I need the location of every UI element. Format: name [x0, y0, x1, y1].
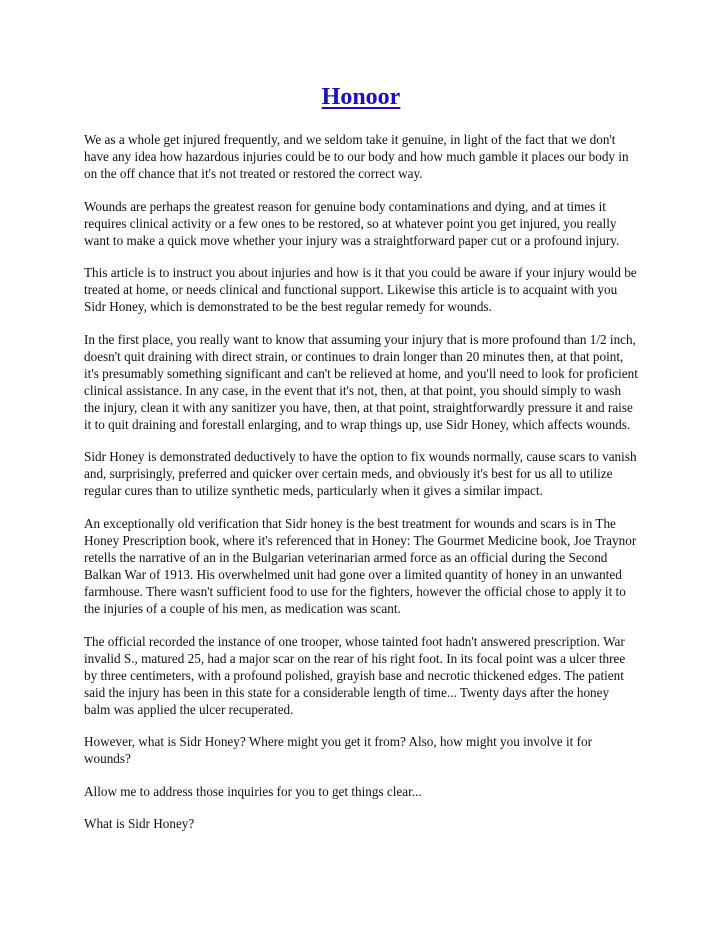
paragraph-first-place: In the first place, you really want to know that assuming your injury that is more profound than 1/2 inch, doesn't quit draining with direct strain, or continues to drain longer than 20 minutes then, at that point, it's presumably something significant and can't be relieved at home, and you'll need to look for proficient clinical assistance. In any case, in the event that it's not, then, at that point, you should simply to wash the injury, clean it with any sanitizer you have, then, at that point, straightforwardly pressure it and raise it to quit draining and forestall enlarging, and to wrap things up, use Sidr Honey, which affects wounds. — [84, 331, 638, 432]
title-container — [84, 84, 638, 111]
page-title-link[interactable]: Honoor — [321, 84, 401, 110]
paragraph-questions: However, what is Sidr Honey? Where might you get it from? Also, how might you involve it for wounds? — [84, 734, 592, 767]
paragraph-sidr-honey-proven: Sidr Honey is demonstrated deductively to have the option to fix wounds normally, cause scars to vanish and, surprisingly, preferred and quicker over certain meds, and obviously it's best for us all to utilize regular cures than to utilize synthetic meds, particularly when it gives a similar impact. — [84, 449, 637, 499]
paragraph-address-inquiries: Allow me to address those inquiries for you to get things clear... — [84, 783, 422, 799]
paragraph-article-purpose: This article is to instruct you about injuries and how is it that you could be aware if your injury would be treated at home, or needs clinical and functional support. Likewise this article is to acquaint with you Sidr Honey, which is demonstrated to be the best regular remedy for wounds. — [84, 265, 637, 315]
paragraph-old-verification: An exceptionally old verification that Sidr honey is the best treatment for wounds and scars is in The Honey Prescription book, where it's referenced that in Honey: The Gourmet Medicine book, Joe Traynor retells the narrative of an in the Bulgarian veterinarian armed force as an official during the Second Balkan War of 1913. His overwhelmed unit had gone over a limited quantity of honey in an unwanted farmhouse. There wasn't sufficient food to use for the fighters, however the official chose to apply it to the injuries of a couple of his men, as medication was scant. — [84, 515, 637, 616]
paragraph-what-is-sidr-honey: What is Sidr Honey? — [84, 816, 195, 832]
paragraph-intro: We as a whole get injured frequently, and we seldom take it genuine, in light of the fact that we don't have any idea how hazardous injuries could be to our body and how much gamble it places our body in on the off chance that it's not treated or restored the correct way. — [84, 132, 629, 181]
document-page — [84, 84, 638, 848]
paragraph-official-recorded: The official recorded the instance of one trooper, whose tainted foot hadn't answered prescription. War invalid S., matured 25, had a major scar on the rear of his right foot. In its focal point was a ulcer three by three centimeters, with a profound polished, grayish base and necrotic thickened edges. The patient said the injury has been in this state for a considerable length of time... Twenty days after the honey balm was applied the ulcer recuperated. — [84, 633, 626, 717]
paragraph-wounds: Wounds are perhaps the greatest reason for genuine body contaminations and dying, and at times it requires clinical activity or a few ones to be restored, so at whatever point you get injured, you really want to make a quick move whether your injury was a straightforward paper cut or a profound injury. — [84, 198, 620, 248]
